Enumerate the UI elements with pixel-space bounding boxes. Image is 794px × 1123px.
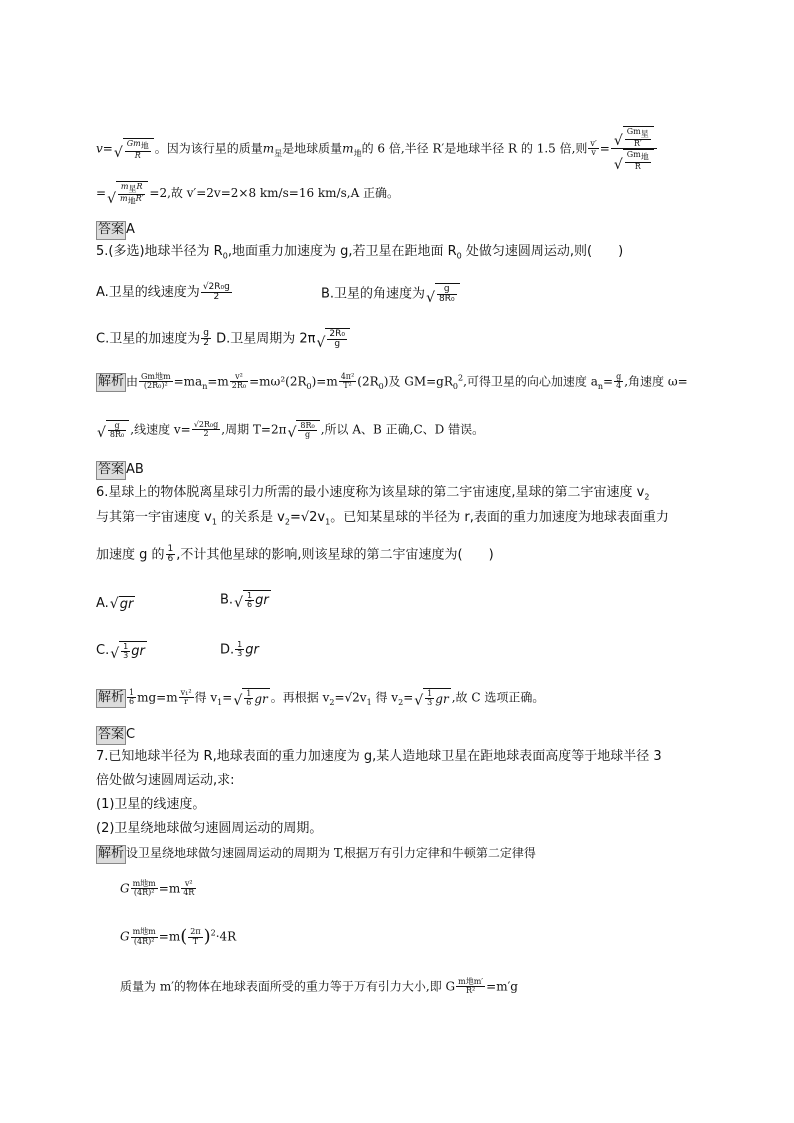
- den: 8R₀: [438, 294, 455, 305]
- g: G: [120, 881, 130, 896]
- q6-option-a: A. √ gr: [96, 596, 134, 612]
- den: 2: [213, 292, 220, 303]
- r-prime: R′: [633, 138, 642, 148]
- den: 8R₀: [109, 430, 125, 440]
- sub: 1: [366, 697, 372, 707]
- t: 由: [126, 374, 139, 389]
- num: v²: [181, 880, 196, 889]
- num: Gm地m: [141, 372, 171, 381]
- t: =ma: [173, 374, 203, 389]
- answer-label: 答案: [96, 726, 126, 745]
- solution-label: 解析: [96, 689, 126, 708]
- mass-earth: m: [342, 141, 354, 156]
- subscript-xing: 星: [274, 148, 283, 158]
- t: 加速度 g 的: [96, 547, 165, 563]
- t: ,线速度 v=: [130, 422, 191, 437]
- t: 。已知某星球的半径为 r,表面的重力加速度为地球表面重力: [330, 510, 669, 525]
- q5-options-cd: [96, 328, 351, 350]
- num: 8R₀: [300, 421, 315, 430]
- den: 3: [237, 649, 243, 659]
- den: 4: [616, 381, 622, 391]
- velocity-symbol: v=: [96, 141, 113, 156]
- answer-value: A: [126, 222, 135, 237]
- t: =m: [158, 881, 181, 896]
- den: g: [334, 339, 341, 350]
- num: 1: [246, 591, 253, 600]
- sub: n: [597, 381, 604, 391]
- num: g: [437, 285, 457, 295]
- r: R: [136, 182, 143, 191]
- answer-value: AB: [126, 462, 144, 477]
- m: m: [119, 193, 128, 203]
- q4-conclusion: =2,故 v′=2v=2×8 km/s=16 km/s,A 正确。: [149, 185, 400, 200]
- t: )=m: [311, 374, 338, 389]
- sub: 1: [325, 517, 331, 527]
- sub: 2: [644, 492, 650, 502]
- num: m地m: [132, 927, 156, 937]
- sup: 2: [210, 928, 216, 938]
- q5-options-ab: [96, 282, 455, 306]
- den: T: [192, 936, 199, 946]
- sub: 0: [378, 381, 384, 391]
- t: 的关系是 v: [216, 510, 285, 525]
- subscript-di: 地: [140, 141, 149, 151]
- option-c-frac: [201, 329, 211, 349]
- sqrt-gm-over-r: √ $Gm_地$ R: [114, 138, 154, 160]
- t: =m: [207, 374, 229, 389]
- sub: 1: [217, 697, 223, 707]
- t: 与其第一宇宙速度 v: [96, 510, 212, 525]
- num: g: [201, 329, 211, 339]
- vprime-over-v: [588, 140, 598, 158]
- t: A.: [96, 596, 109, 611]
- t: =m′g: [486, 979, 518, 994]
- q6-answer: [96, 725, 135, 745]
- sub: 2: [398, 697, 404, 707]
- den: 3: [427, 698, 433, 708]
- q7-equation3: [120, 978, 518, 996]
- gr: gr: [255, 593, 269, 609]
- t: ,周期 T=2π: [221, 422, 287, 437]
- t: ·4R: [215, 929, 237, 944]
- answer-label: 答案: [96, 221, 126, 240]
- sub-xing: 星: [128, 184, 137, 194]
- den: 2: [203, 429, 209, 439]
- q5-solution-line2: √ $\frac{g}{\text{8R₀}}$ ,线速度 v= $\frac{\text{√2R₀g}}{2}$ ,周期 T=2π √ $\frac{\text{8R₀}}{g}$ ,所以 A、B 正确,C、D 错误。: [97, 420, 485, 441]
- num: 2R₀: [329, 329, 345, 339]
- option-b-text: B.卫星的角速度为: [321, 286, 426, 302]
- t: ,可得卫星的向心加速度 a: [463, 374, 598, 389]
- r-prime: R′: [135, 193, 144, 203]
- den: (2R₀)²: [143, 381, 168, 391]
- numerator-gm: Gm: [126, 138, 141, 148]
- num: 4π²: [340, 372, 355, 381]
- q5-stem-c: 处做匀速圆周运动,则( ): [461, 244, 624, 259]
- equals: =: [96, 185, 107, 200]
- t: 得 v: [194, 690, 218, 705]
- g: G: [120, 929, 130, 944]
- q7-equation1: [120, 880, 197, 898]
- num: 1: [129, 688, 135, 697]
- sub0: 0: [456, 251, 462, 261]
- mass-star: m: [262, 141, 275, 156]
- den: 2R₀: [231, 381, 247, 391]
- t: =: [222, 690, 233, 705]
- q4-solution-line2: [96, 181, 399, 206]
- v: v: [591, 148, 596, 158]
- q6-option-b: B. √ $\frac{1}{6}$ gr: [220, 591, 269, 611]
- sub: 2: [329, 697, 335, 707]
- t: )及 GM=gR: [383, 374, 453, 389]
- num: v²: [230, 373, 248, 382]
- num: g: [108, 422, 126, 431]
- sub: 2: [284, 517, 290, 527]
- den: 2: [203, 338, 209, 349]
- q7-stem-line2: 倍处做匀速圆周运动,求:: [96, 773, 235, 788]
- q7-equation2: [120, 928, 236, 946]
- sub: 0: [306, 381, 312, 391]
- sub: 0: [452, 381, 458, 391]
- q5-stem-b: ,地面重力加速度为 g,若卫星在距地面 R: [227, 244, 457, 259]
- q4-text-b: 是地球质量: [282, 141, 343, 156]
- den: 6: [129, 697, 135, 707]
- q4-text-c: 的 6 倍,半径 R′是地球半径 R 的 1.5 倍,则: [361, 141, 588, 156]
- num: 1: [427, 689, 433, 698]
- option-d-text: D.卫星周期为 2π: [216, 331, 316, 347]
- num: √2R₀g: [202, 282, 230, 292]
- sub-di: 地: [127, 196, 136, 206]
- t: (2R: [357, 374, 379, 389]
- den: 6: [246, 698, 252, 708]
- q6-options-cd: [96, 640, 259, 662]
- denominator-r: R: [134, 150, 141, 160]
- paren-open: (: [180, 926, 188, 947]
- t: =mω²(2R: [249, 374, 307, 389]
- q5-stem-a: 5.(多选)地球半径为 R: [96, 244, 223, 259]
- r: R: [634, 162, 641, 172]
- t: =: [603, 374, 614, 389]
- answer-label: 答案: [96, 461, 126, 480]
- sqrt-mass-ratio: √ $m_星R$ $m_地R'$: [107, 181, 148, 206]
- t: 质量为 m′的物体在地球表面所受的重力等于万有引力大小,即 G: [120, 979, 456, 994]
- q6-stem-line2: [96, 511, 669, 527]
- sup: 2: [457, 373, 464, 383]
- num: 2π: [190, 927, 201, 937]
- den: R²: [466, 986, 476, 996]
- den: T²: [343, 381, 352, 391]
- t: ,所以 A、B 正确,C、D 错误。: [320, 422, 485, 437]
- t: B.: [220, 592, 234, 608]
- q5-option-a: [96, 282, 233, 303]
- num: 1: [237, 640, 243, 649]
- q7-part1: (1)卫星的线速度。: [96, 797, 206, 812]
- answer-value: C: [126, 727, 136, 742]
- t: ,不计其他星球的影响,则该星球的第二宇宙速度为( ): [176, 547, 494, 563]
- option-a-text: A.卫星的线速度为: [96, 285, 200, 301]
- den: 4R: [183, 888, 195, 898]
- gr: gr: [435, 691, 449, 706]
- q5-option-b: B.卫星的角速度为 √ $\frac{g}{\text{8R₀}}$: [321, 283, 461, 305]
- m: m: [120, 182, 129, 191]
- num: √2R₀g: [193, 420, 219, 429]
- t: =: [403, 690, 414, 705]
- t: mg=m: [137, 690, 178, 705]
- den: r: [184, 697, 188, 707]
- q6-option-c: C. √ $\frac{1}{3}$ gr: [96, 642, 145, 662]
- num: m地m: [132, 879, 156, 888]
- option-d-root: √ $\frac{\text{2R₀}}{g}$: [316, 328, 350, 350]
- t: 。再根据 v: [270, 690, 330, 705]
- den: (4R)²: [133, 888, 155, 898]
- den: 3: [123, 651, 129, 661]
- q4-solution-line1: [96, 126, 658, 172]
- den: (4R)²: [133, 936, 155, 946]
- q5-answer: [96, 460, 144, 480]
- gr: gr: [119, 597, 134, 612]
- sub: n: [202, 381, 208, 391]
- option-c-text: C.卫星的加速度为: [96, 331, 201, 347]
- t: ,故 C 选项正确。: [451, 690, 545, 705]
- q5-stem: [96, 245, 623, 261]
- equals: =: [599, 141, 610, 156]
- gm-earth: Gm: [626, 150, 641, 160]
- q6-options-ab: [96, 591, 269, 612]
- t: ,角速度 ω=: [624, 374, 688, 389]
- q7-part2: (2)卫星绕地球做匀速圆周运动的周期。: [96, 821, 323, 836]
- gm-star: Gm: [626, 127, 641, 136]
- q4-text-a: 。因为该行星的质量: [154, 141, 263, 156]
- solution-label: 解析: [96, 373, 126, 392]
- t: 6.星球上的物体脱离星球引力所需的最小速度称为该星球的第二宇宙速度,星球的第二宇宙速度 v: [96, 485, 645, 500]
- gr: gr: [131, 644, 145, 660]
- den: g: [305, 430, 311, 440]
- q6-stem-line3: [96, 545, 494, 565]
- num: 1: [123, 642, 129, 651]
- vprime: v′: [590, 138, 597, 148]
- num: m地m′: [458, 977, 484, 986]
- q6-stem-line1: [96, 486, 649, 502]
- t: 得 v: [371, 690, 399, 705]
- num: 1: [246, 689, 252, 698]
- q7-solution-line1: [96, 845, 536, 864]
- t: C.: [96, 643, 110, 659]
- t: 设卫星绕地球做匀速圆周运动的周期为 T,根据万有引力定律和牛顿第二定律得: [126, 846, 536, 860]
- t: D.: [220, 642, 235, 658]
- sub: 1: [211, 517, 217, 527]
- num: 1: [167, 544, 174, 554]
- gm-earth-sub: 地: [640, 152, 649, 162]
- ratio-of-roots: √ $Gm_星$ R′ √ $Gm_地$ R: [611, 126, 657, 172]
- t: =m: [158, 929, 181, 944]
- gr: gr: [254, 691, 268, 706]
- subscript-di2: 地: [353, 148, 362, 158]
- sub0: 0: [222, 251, 228, 261]
- q5-solution-line1: [96, 373, 688, 392]
- gr: gr: [245, 642, 259, 658]
- den: 6: [167, 554, 174, 565]
- num: g: [616, 372, 622, 381]
- den: 6: [246, 600, 253, 610]
- num: v₁²: [180, 688, 192, 697]
- q4-answer: [96, 220, 135, 240]
- q7-stem-line1: 7.已知地球半径为 R,地球表面的重力加速度为 g,某人造地球卫星在距地球表面高度等于地球半径 3: [96, 749, 662, 764]
- solution-label: 解析: [96, 845, 126, 864]
- t: =√2v: [289, 510, 326, 525]
- gm-star-sub: 星: [640, 129, 649, 139]
- q6-option-d: [220, 641, 259, 659]
- q6-solution: 解析 $\frac{1}{6}$ mg=m $\frac{\text{v₁²}}{r}$ 得 $v_1=$ √ $\frac{1}{6}$ gr 。再根据 $v_2=√2v_1$ 得 $v_2=$ √ $\frac{1}{3}$ gr ,故 C 选项正确。: [98, 688, 545, 709]
- t: =√2v: [334, 690, 367, 705]
- paren-close: ): [203, 926, 211, 947]
